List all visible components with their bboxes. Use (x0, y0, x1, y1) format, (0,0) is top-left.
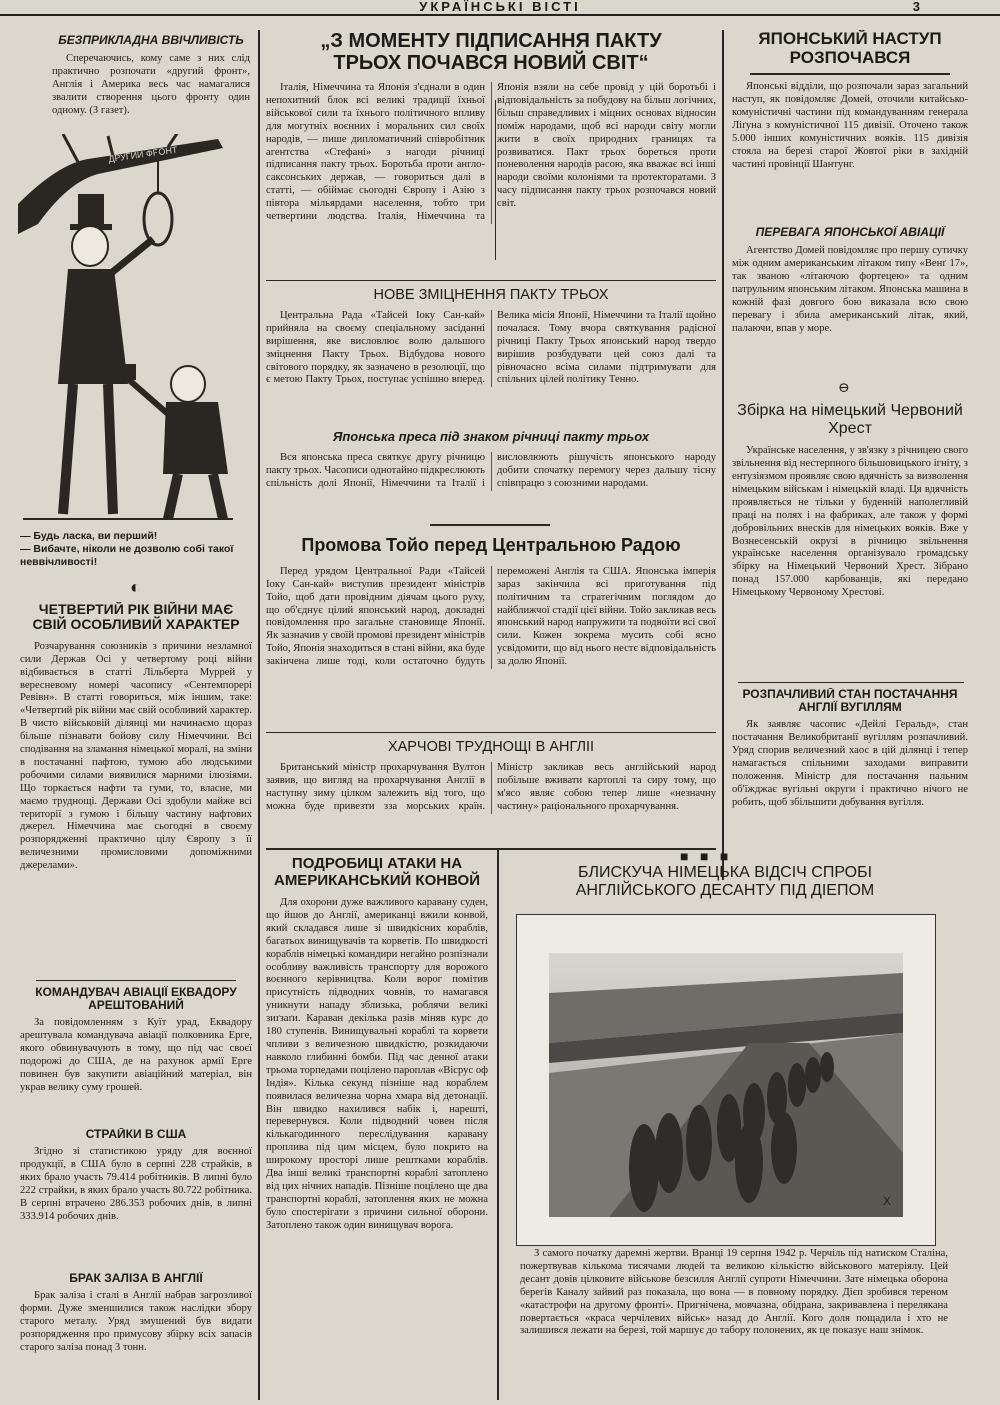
article-strikes-text: Згідно зі статистикою уряду для воєнної продукції, в США було в серпні 228 страйків, в яких брало участь 79.414 робітників. В липні було 222 страйки, в яких брало участь 80.722 робітника. В серпні втрачено 286.353 робочих днів, в липні 333.914 робочих днів. (20, 1146, 252, 1222)
divider (750, 73, 950, 75)
article-pact-text: Центральна Рада «Тайсей Іоку Сан-кай» прийняла на своєму спеціальному засіданні вирішення, яке висловлює волю дальшого зміцнення Пакту Трьох. Відбудова нового світового порядку, як зазначено в резолюції, що є метою Пакту Трьох, поступає успішно вперед. Велика місія Японії, Німеччини та Італії щойно почалася. Тому вчора святкування радісної річниці Пакту Трьох японський народ твердо вирішив розбудувати цей союз далі та рівночасно всіма силами підтримувати для спільних цілей політику Тенно. (266, 309, 716, 386)
article-japan-offensive (732, 30, 968, 220)
article-iron-text: Брак заліза і сталі в Англії набрав загрозливої форми. Дуже зменшилися також наслідки збору старого металу. Уряд змушений був видати розпорядження про примусову збірку всіх запасів старого заліза понад 3 тонн. (20, 1290, 252, 1353)
divider (266, 732, 716, 733)
article-ecuador-text: За повідомленням з Куїт урад, Еквадору арештувала командувача авіації полковника Ерге, якого обвинувачують в тому, що під час своєї подорожі до США, де на рахунок армії Ерге повинен був закупити авіаційний матеріал, він украв велику суму грошей. (20, 1017, 252, 1093)
photo-story-title: БЛИСКУЧА НІМЕЦЬКА ВІДСІЧ СПРОБІ АНГЛІЙСЬКОГО ДЕСАНТУ ПІД ДІЕПОМ (575, 864, 875, 899)
article-press (266, 430, 716, 516)
article-lead (266, 30, 716, 276)
article-aviation-text: Агентство Домей повідомляє про першу сутичку між одним американським літаком типу «Венґ 17», так званою «літаючою фортецею» та одним патрульним японським літаком. Японська машина в кожній фазі довгого бою виказала всю свою перевагу і збила американський літак, який, палаючи, впав у море. (732, 245, 968, 334)
article-iron (20, 1272, 252, 1400)
article-press-text: Вся японська преса святкує другу річницю пакту трьох. Часописи однотайно підкреслюють спільність долі Японії, Німеччини та Італії і висловлюють рішучість японського народу добити спочатку перемогу через дальшу тісну співпрацю з союзними народами. (266, 452, 716, 490)
cartoon-second-front (18, 134, 240, 524)
article-lead-title: „З МОМЕНТУ ПІДПИСАННЯ ПАКТУ ТРЬОХ ПОЧАВСЯ НОВИЙ СВІТ“ (320, 30, 662, 74)
column-rule-right (722, 30, 724, 880)
cartoon-title: БЕЗПРИКЛАДНА ВВІЧЛИВІСТЬ (58, 34, 244, 47)
ornament-icon: ■ ■ ■ (680, 850, 733, 865)
cartoon-caption-text: Сперечаючись, кому саме з них слід практично розпочати «другий фронт», Англія і Америка весь час намагалися звалити створення цього фронту один одному. (З газет). (52, 53, 250, 116)
article-pact (266, 288, 716, 416)
article-aviation (732, 226, 968, 392)
photo-prisoners-march (549, 953, 903, 1217)
cartoon-sign: ДРУГИЙ ФРОНТ (107, 144, 179, 165)
cartoon-caption (52, 34, 250, 134)
ornament-icon: ◐ (130, 577, 141, 597)
article-convoy-text: Для охорони дуже важливого каравану суден, що йшов до Англії, американці вжили конвой, який складався лише зі швидкісних кораблів, багатьох винищувачів та корветів. По швидкості кораблів німецькі командири негайно розпізнали особливу важливість транспорту для ворожого воєнного керівництва. Коли ворог помітив присутність підводних човнів, то намагався уникнути нападу зблизька, роблячи великі зиґзаґи. Караван декілька разів міняв курс до 180 ступенів. Винищувальні кораблі та корвети чпливи з величезною швидкістю, розкидаючи навколо глибинні бомби. Під час денної атаки трьома торпедами поцілено пароплав «Вісрус оф Індія». Кілька секунд пізніше над кораблем появилася величезна чорна хмара від детонації. Він швидко нахилився набік і, нарешті, перевернувся. Коли підводний човен після кількагодинного переслідування каравану проплива під цим місцем, було покрито на широкому просторі лише рештками кораблів. Два інші великі транспортні кораблі затоплено від цих нічних нападів. Пізніше поцілено ще два транспортні кораблі, затоплення яких не можна було спостерігати з причини сильної оборони. Затоплено також один винищувач ворога. (266, 897, 488, 1231)
article-tojo-text: Перед урядом Центральної Ради «Тайсей Іоку Сан-кай» виступив президент міністрів Тойо, щоб дати провідним діячам цього руху, що об'єднує цілий японський народ, докладні повідомлення про загальне становище Японії. Як зазначив у своїй промові президент міністрів Тойо, Японія знаходиться в стані війни, яка буде закінчена лише тоді, коли остаточно будуть переможені Англія та США. Японська імперія зараз закінчила всі приготування під політичним та стратегічним поглядом до найближчої стадії цієї війни. Тойо закликав весь японський народ напружити та подвоїти всі свої сили. Кожен зокрема мусить собі ясно усвідомити, що від нього нестє відповідальність за долю Японії. (266, 565, 716, 668)
top-hat (78, 194, 104, 226)
article-food (266, 740, 716, 846)
article-pact-title: НОВЕ ЗМІЦНЕННЯ ПАКТУ ТРЬОХ (373, 288, 609, 303)
ornament-icon: ⊖ (838, 381, 850, 396)
article-red-cross-text: Українське населення, у зв'язку з річницею свого звільнення від нестерпного більшовицького ігніту, з ентузіязмом проявляє свою вдячність за визволення німецьким військам і німецькій владі. Ця вдячність проявляється не тільки у буденній наполегливій праці на полях і на фабриках, але також у формі добровільних внесків для німецьких вояків. Вже у Вознесенській окрузі в річницю звільнення українське населення організувало громадську збірку на Німецький Червоний Хрест. Зібрано понад 157.000 карбованців, які передано Німецькому Червоному Хрестові. (732, 445, 968, 599)
article-food-title: ХАРЧОВІ ТРУДНОЩІ В АНГЛІЇ (387, 740, 595, 755)
article-fourth-year (20, 602, 252, 980)
dialog-line-1: — Будь ласка, ви перший! (20, 530, 158, 542)
photo-story-heading (520, 864, 930, 914)
article-coal-text: Як заявляє часопис «Дейлі Геральд», стан постачання Великобританії вугіллям розпачливий. Уряд спорив величезний хаос в цій ділянці і тепер намагається спільними заходами виправити положення. Міністр для постачання пальним об'їжджає вугільні округи і практично нічого не робить, щоб збільшити добування вугілля. (732, 719, 968, 808)
article-ecuador (20, 986, 252, 1112)
article-red-cross-title: Збірка на німецький Червоний Хрест (737, 402, 963, 437)
article-ecuador-title: КОМАНДУВАЧ АВІАЦІЇ ЕКВАДОРУ АРЕШТОВАНИЙ (35, 986, 237, 1013)
article-convoy-title: ПОДРОБИЦІ АТАКИ НА АМЕРИКАНСЬКИЙ КОНВОЙ (273, 856, 480, 889)
cartoon-dialog (20, 530, 250, 574)
photo-frame (516, 914, 936, 1246)
figure-1-head (72, 226, 108, 266)
divider (36, 980, 236, 981)
bowler-hat (116, 364, 136, 380)
article-lead-text: Італія, Німеччина та Японія з'єднали в один непохитний блок всі великі традиції їхньої військової сили та їхнього політичного впливу для могутніх воєнних і моральних сил своїх народів, — пише дипломатичний співробітник агентства «Стефані» з нагоди річниці підписання пакту трьох. Боротьба проти англо-саксонських держав, — говориться далі в статті, — обіймає сьогодні Європу і Азію з півтора мільярдами населення, тобто три четвертини людства. Італія, Німеччина та Японія взяли на себе провід у цій боротьбі і відповідальність за побудову на більш логічних, більш справедливих і міцних основах відносин поміж народами, щоб всі народи світу могли жити в своїх природних границях та розвиватися. Пакт трьох бореться проти поневолення народів расою, яка вважає всі інші народи своїми колоніями та протекторатами. З часу підписання пакту трьох розпочався новий світ. (266, 82, 716, 223)
divider (738, 682, 964, 683)
divider (266, 280, 716, 281)
divider (266, 848, 716, 850)
masthead-title: УКРАЇНСЬКІ ВІСТІ (419, 0, 581, 14)
article-japan-offensive-title: ЯПОНСЬКИЙ НАСТУП РОЗПОЧАВСЯ (758, 30, 942, 67)
column-rule-left (258, 30, 260, 1400)
article-aviation-title: ПЕРЕВАГА ЯПОНСЬКОЇ АВІАЦІЇ (755, 226, 945, 239)
article-red-cross (732, 402, 968, 680)
article-strikes-title: СТРАЙКИ В США (85, 1128, 187, 1141)
dialog-line-2: — Вибачте, ніколи не дозволю собі такої неввічливості! (20, 543, 234, 568)
photo-caption-text: З самого початку даремні жертви. Вранці 19 серпня 1942 р. Черчіль під натиском Сталіна, пожертвував кількома тисячами людей та великою кількістю військового матеріялу. Цей десант довів цілковите військове безсилля Англії супроти Німеччини. Зате німецька оборона берегів Каналу зайвий раз показала, що вона — в повному порядку. Дієп зробився тереном «катастрофи на другому фронті». Пригнічена, мовчазна, обідрана, закривавлена і переляканa повертається «краса черчілевих військ» назад до Англії. Кого доля пощадила і хто не залишився лежати на березі, той маршує до табору полонених, як це показує наш знімок. (520, 1248, 948, 1337)
photo-mark: X (883, 1194, 892, 1208)
article-strikes (20, 1128, 252, 1258)
article-iron-title: БРАК ЗАЛІЗА В АНГЛІЇ (69, 1272, 203, 1285)
article-japan-offensive-text: Японські відділи, що розпочали зараз загальний наступ, як повідомляє Домей, оточили китайсько-комуністичні частини під командуванням генерала Ліґуна з комуністичної 115 дивізії. Оточено також 5.000 інших комуністичних вояків. 115 дивізія стояла на березі старої Жовтої ріки в західній частині провінції Шантунг. (732, 81, 968, 170)
article-fourth-year-title: ЧЕТВЕРТИЙ РІК ВІЙНИ МАЄ СВІЙ ОСОБЛИВИЙ ХАРАКТЕР (32, 602, 240, 633)
figure-2-head (171, 366, 205, 402)
article-food-text: Британський міністр прохарчування Вултон заявив, що вигляд на прохарчування Англії в наступну зиму цілком залежить від того, що можна буде привезти зза морських країн. Міністр закликав весь англійський народ побільше вживати картоплі та сиру тому, що м'ясо являє собою тепер лише «незначну частину» раціонального прохарчування. (266, 761, 716, 812)
photo-caption (520, 1248, 948, 1398)
article-fourth-year-text: Розчарування союзників з причини незламної сили Держав Осі у четвертому році війни відбивається в статті Лільберта Муррей у вересневому номері часопису «Сентемпорері Ревівн». В статті говориться, між іншим, таке: «Четвертий рік війни має свій особливий характер. В чисто військовій ділянці ми начинаємо щораз більше пізнавати бойову силу Німеччини. Всі сподівання на зламання німецької моралі, на зміни в постачанні пафтою, тумою або людськими робочими силами виявилися марними ілюзіями. Що торкається нафти та гуми, то, власне, ми маємо труднощі. Держави Осі здобули майже всі території з гумою і більшу частину нафтових джерел. Німеччина має сьогодні в своєму розпорядженні практично цілу Європу з її величезними промисловими допоміжними джерелами». (20, 640, 252, 872)
article-press-title: Японська преса під знаком річниці пакту трьох (332, 430, 650, 444)
article-convoy (266, 856, 488, 1400)
page-number: 3 (912, 0, 920, 14)
divider (430, 524, 550, 526)
article-coal-title: РОЗПАЧЛИВИЙ СТАН ПОСТАЧАННЯ АНГЛІЇ ВУГІЛЛЯМ (742, 688, 958, 715)
figure-2-coat (163, 402, 228, 474)
article-tojo-title: Промова Тойо перед Центральною Радою (301, 536, 681, 555)
article-coal (732, 688, 968, 838)
masthead (0, 0, 1000, 16)
column-rule-center (497, 848, 499, 1400)
article-tojo (266, 536, 716, 726)
